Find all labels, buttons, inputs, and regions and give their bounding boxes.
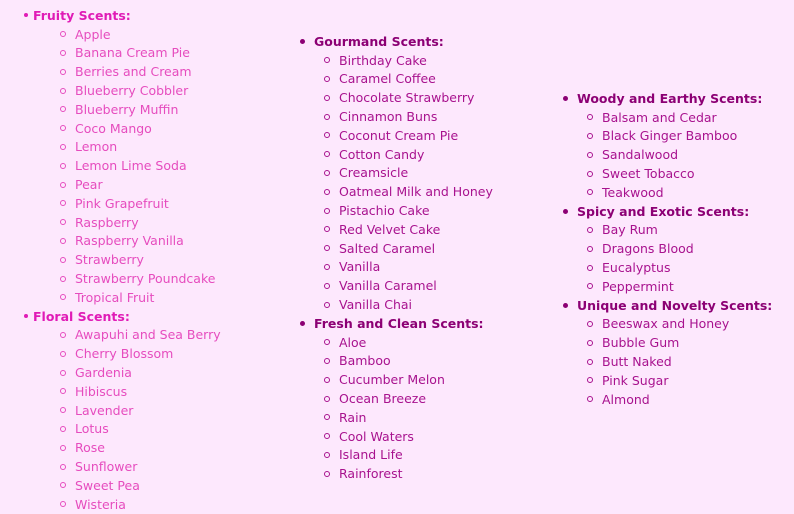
- list-item: [60, 326, 221, 345]
- hollow-circle-bullet-icon: [324, 264, 330, 270]
- list-item: [587, 239, 772, 258]
- section-heading: [300, 314, 493, 333]
- hollow-circle-bullet-icon: [60, 125, 66, 131]
- list-item: [60, 44, 221, 63]
- section-heading-text: Spicy and Exotic Scents:: [577, 203, 750, 219]
- list-item-text: Black Ginger Bamboo: [602, 128, 738, 144]
- hollow-circle-bullet-icon: [60, 426, 66, 432]
- hollow-circle-bullet-icon: [587, 340, 593, 346]
- list-item-text: Vanilla Chai: [339, 297, 412, 313]
- hollow-circle-bullet-icon: [324, 302, 330, 308]
- list-item-text: Berries and Cream: [75, 64, 192, 80]
- list-item-text: Sandalwood: [602, 147, 679, 163]
- list-item: [324, 464, 493, 483]
- list-item-text: Cinnamon Buns: [339, 109, 438, 125]
- hollow-circle-bullet-icon: [60, 276, 66, 282]
- list-item-text: Butt Naked: [602, 354, 672, 370]
- list-item-text: Cool Waters: [339, 428, 414, 444]
- list-item-text: Blueberry Muffin: [75, 101, 179, 117]
- hollow-circle-bullet-icon: [324, 76, 330, 82]
- list-item-text: Almond: [602, 391, 650, 407]
- list-item: [60, 25, 221, 44]
- hollow-circle-bullet-icon: [60, 219, 66, 225]
- list-item: [60, 119, 221, 138]
- section-heading: [563, 296, 772, 315]
- hollow-circle-bullet-icon: [324, 114, 330, 120]
- list-item: [324, 220, 493, 239]
- list-item: [60, 438, 221, 457]
- list-item: [60, 344, 221, 363]
- hollow-circle-bullet-icon: [324, 358, 330, 364]
- bullet-dot-icon: [563, 96, 568, 101]
- list-item-text: Pistachio Cake: [339, 203, 430, 219]
- list-item-text: Balsam and Cedar: [602, 109, 717, 125]
- hollow-circle-bullet-icon: [60, 501, 66, 507]
- hollow-circle-bullet-icon: [324, 57, 330, 63]
- hollow-circle-bullet-icon: [324, 471, 330, 477]
- list-item-text: Red Velvet Cake: [339, 221, 441, 237]
- list-item-text: Wisteria: [75, 496, 126, 512]
- list-item-text: Bay Rum: [602, 222, 658, 238]
- list-item-text: Raspberry: [75, 214, 139, 230]
- hollow-circle-bullet-icon: [60, 144, 66, 150]
- list-item-text: Raspberry Vanilla: [75, 233, 184, 249]
- list-item-text: Vanilla Caramel: [339, 278, 437, 294]
- list-item-text: Rainforest: [339, 466, 403, 482]
- hollow-circle-bullet-icon: [324, 377, 330, 383]
- scent-list: [563, 315, 772, 409]
- scent-list: [24, 25, 221, 307]
- section-heading: [24, 307, 221, 326]
- list-item-text: Pink Grapefruit: [75, 195, 169, 211]
- hollow-circle-bullet-icon: [324, 226, 330, 232]
- hollow-circle-bullet-icon: [324, 283, 330, 289]
- list-item-text: Sunflower: [75, 459, 138, 475]
- scent-list: [300, 333, 493, 483]
- list-item-text: Vanilla: [339, 259, 381, 275]
- hollow-circle-bullet-icon: [587, 171, 593, 177]
- list-item-text: Awapuhi and Sea Berry: [75, 327, 221, 343]
- section-heading: [563, 202, 772, 221]
- bullet-dot-icon: [24, 13, 28, 17]
- list-item-text: Lemon: [75, 139, 118, 155]
- hollow-circle-bullet-icon: [587, 133, 593, 139]
- section-heading-text: Unique and Novelty Scents:: [577, 297, 773, 313]
- list-item-text: Bamboo: [339, 353, 391, 369]
- list-item: [324, 201, 493, 220]
- list-item: [60, 62, 221, 81]
- list-item: [324, 352, 493, 371]
- list-item: [60, 420, 221, 439]
- list-item: [324, 408, 493, 427]
- bullet-dot-icon: [563, 303, 568, 308]
- list-item: [587, 258, 772, 277]
- hollow-circle-bullet-icon: [587, 321, 593, 327]
- list-item: [324, 258, 493, 277]
- hollow-circle-bullet-icon: [60, 200, 66, 206]
- scent-list: [563, 221, 772, 296]
- scent-list: [24, 326, 221, 514]
- list-item-text: Birthday Cake: [339, 52, 427, 68]
- list-item-text: Pear: [75, 177, 103, 193]
- list-item-text: Cotton Candy: [339, 146, 425, 162]
- list-item: [60, 100, 221, 119]
- hollow-circle-bullet-icon: [324, 339, 330, 345]
- hollow-circle-bullet-icon: [324, 132, 330, 138]
- section-heading-text: Gourmand Scents:: [314, 33, 444, 49]
- list-item: [60, 401, 221, 420]
- hollow-circle-bullet-icon: [324, 151, 330, 157]
- list-item-text: Coconut Cream Pie: [339, 127, 459, 143]
- list-item-text: Peppermint: [602, 278, 674, 294]
- section-heading-text: Woody and Earthy Scents:: [577, 90, 763, 106]
- hollow-circle-bullet-icon: [587, 396, 593, 402]
- hollow-circle-bullet-icon: [60, 464, 66, 470]
- hollow-circle-bullet-icon: [587, 114, 593, 120]
- list-item: [60, 213, 221, 232]
- hollow-circle-bullet-icon: [587, 152, 593, 158]
- list-item: [587, 277, 772, 296]
- hollow-circle-bullet-icon: [60, 445, 66, 451]
- list-item-text: Tropical Fruit: [75, 289, 155, 305]
- hollow-circle-bullet-icon: [60, 182, 66, 188]
- hollow-circle-bullet-icon: [60, 294, 66, 300]
- scent-column-3: [563, 89, 772, 409]
- list-item: [324, 239, 493, 258]
- bullet-dot-icon: [300, 39, 305, 44]
- hollow-circle-bullet-icon: [324, 208, 330, 214]
- list-item-text: Teakwood: [602, 184, 664, 200]
- list-item-text: Rain: [339, 409, 367, 425]
- list-item: [60, 288, 221, 307]
- hollow-circle-bullet-icon: [587, 359, 593, 365]
- list-item: [60, 175, 221, 194]
- scent-column-1: [24, 6, 221, 514]
- section-heading-text: Fruity Scents:: [33, 7, 131, 23]
- list-item-text: Banana Cream Pie: [75, 45, 190, 61]
- list-item: [60, 81, 221, 100]
- hollow-circle-bullet-icon: [60, 163, 66, 169]
- list-item: [587, 221, 772, 240]
- hollow-circle-bullet-icon: [587, 283, 593, 289]
- list-item: [324, 333, 493, 352]
- list-item-text: Cucumber Melon: [339, 372, 445, 388]
- list-item: [324, 276, 493, 295]
- hollow-circle-bullet-icon: [587, 377, 593, 383]
- hollow-circle-bullet-icon: [324, 452, 330, 458]
- list-item: [60, 156, 221, 175]
- hollow-circle-bullet-icon: [60, 482, 66, 488]
- list-item: [587, 183, 772, 202]
- list-item: [60, 269, 221, 288]
- list-item: [324, 88, 493, 107]
- hollow-circle-bullet-icon: [587, 246, 593, 252]
- list-item: [60, 495, 221, 514]
- list-item-text: Lemon Lime Soda: [75, 158, 187, 174]
- hollow-circle-bullet-icon: [324, 414, 330, 420]
- hollow-circle-bullet-icon: [60, 88, 66, 94]
- bullet-dot-icon: [563, 209, 568, 214]
- list-item: [324, 446, 493, 465]
- list-item-text: Lavender: [75, 402, 134, 418]
- list-item: [324, 126, 493, 145]
- list-item: [587, 333, 772, 352]
- scent-list: [563, 108, 772, 202]
- hollow-circle-bullet-icon: [587, 189, 593, 195]
- hollow-circle-bullet-icon: [324, 189, 330, 195]
- list-item: [324, 389, 493, 408]
- list-item: [587, 108, 772, 127]
- section-heading: [563, 89, 772, 108]
- bullet-dot-icon: [24, 314, 28, 318]
- list-item: [587, 164, 772, 183]
- scent-section-woody-and-earthy-scents: [563, 89, 772, 202]
- list-item: [324, 51, 493, 70]
- list-item: [587, 371, 772, 390]
- section-heading-text: Floral Scents:: [33, 308, 130, 324]
- hollow-circle-bullet-icon: [60, 257, 66, 263]
- list-item-text: Strawberry: [75, 252, 144, 268]
- scent-section-fruity-scents: [24, 6, 221, 307]
- list-item: [60, 457, 221, 476]
- list-item: [587, 315, 772, 334]
- list-item: [60, 476, 221, 495]
- list-item-text: Sweet Pea: [75, 477, 140, 493]
- list-item-text: Strawberry Poundcake: [75, 271, 216, 287]
- scent-column-2: [300, 32, 493, 483]
- list-item: [587, 127, 772, 146]
- list-item: [60, 382, 221, 401]
- list-item-text: Beeswax and Honey: [602, 316, 730, 332]
- hollow-circle-bullet-icon: [324, 433, 330, 439]
- hollow-circle-bullet-icon: [60, 238, 66, 244]
- hollow-circle-bullet-icon: [60, 50, 66, 56]
- list-item: [324, 427, 493, 446]
- scent-list: [300, 51, 493, 314]
- hollow-circle-bullet-icon: [60, 388, 66, 394]
- scent-section-gourmand-scents: [300, 32, 493, 314]
- list-item-text: Creamsicle: [339, 165, 409, 181]
- hollow-circle-bullet-icon: [60, 69, 66, 75]
- list-item-text: Hibiscus: [75, 383, 128, 399]
- hollow-circle-bullet-icon: [60, 106, 66, 112]
- bullet-dot-icon: [300, 321, 305, 326]
- list-item: [587, 145, 772, 164]
- hollow-circle-bullet-icon: [587, 265, 593, 271]
- scent-section-spicy-and-exotic-scents: [563, 202, 772, 296]
- list-item: [60, 138, 221, 157]
- hollow-circle-bullet-icon: [324, 245, 330, 251]
- list-item: [324, 107, 493, 126]
- list-item-text: Salted Caramel: [339, 240, 436, 256]
- hollow-circle-bullet-icon: [60, 407, 66, 413]
- list-item: [324, 370, 493, 389]
- section-heading: [300, 32, 493, 51]
- hollow-circle-bullet-icon: [324, 95, 330, 101]
- list-item-text: Rose: [75, 440, 105, 456]
- hollow-circle-bullet-icon: [60, 332, 66, 338]
- list-item-text: Coco Mango: [75, 120, 152, 136]
- list-item: [60, 250, 221, 269]
- list-item-text: Gardenia: [75, 365, 132, 381]
- scent-section-fresh-and-clean-scents: [300, 314, 493, 483]
- hollow-circle-bullet-icon: [324, 396, 330, 402]
- list-item: [60, 363, 221, 382]
- list-item-text: Sweet Tobacco: [602, 166, 695, 182]
- list-item-text: Bubble Gum: [602, 335, 680, 351]
- scent-section-unique-and-novelty-scents: [563, 296, 772, 409]
- list-item: [324, 164, 493, 183]
- section-heading: [24, 6, 221, 25]
- list-item: [324, 70, 493, 89]
- scent-section-floral-scents: [24, 307, 221, 514]
- list-item-text: Blueberry Cobbler: [75, 83, 189, 99]
- hollow-circle-bullet-icon: [324, 170, 330, 176]
- hollow-circle-bullet-icon: [60, 351, 66, 357]
- list-item-text: Pink Sugar: [602, 372, 669, 388]
- list-item-text: Eucalyptus: [602, 260, 671, 276]
- list-item-text: Apple: [75, 26, 111, 42]
- list-item: [324, 182, 493, 201]
- list-item: [60, 232, 221, 251]
- list-item-text: Dragons Blood: [602, 241, 694, 257]
- list-item: [587, 390, 772, 409]
- list-item-text: Island Life: [339, 447, 403, 463]
- hollow-circle-bullet-icon: [60, 31, 66, 37]
- list-item-text: Ocean Breeze: [339, 391, 427, 407]
- section-heading-text: Fresh and Clean Scents:: [314, 315, 484, 331]
- list-item-text: Oatmeal Milk and Honey: [339, 184, 493, 200]
- list-item-text: Chocolate Strawberry: [339, 90, 475, 106]
- list-item: [587, 352, 772, 371]
- list-item: [324, 145, 493, 164]
- list-item-text: Caramel Coffee: [339, 71, 436, 87]
- list-item-text: Cherry Blossom: [75, 346, 174, 362]
- list-item-text: Aloe: [339, 334, 367, 350]
- list-item: [60, 194, 221, 213]
- list-item-text: Lotus: [75, 421, 109, 437]
- hollow-circle-bullet-icon: [587, 227, 593, 233]
- hollow-circle-bullet-icon: [60, 370, 66, 376]
- list-item: [324, 295, 493, 314]
